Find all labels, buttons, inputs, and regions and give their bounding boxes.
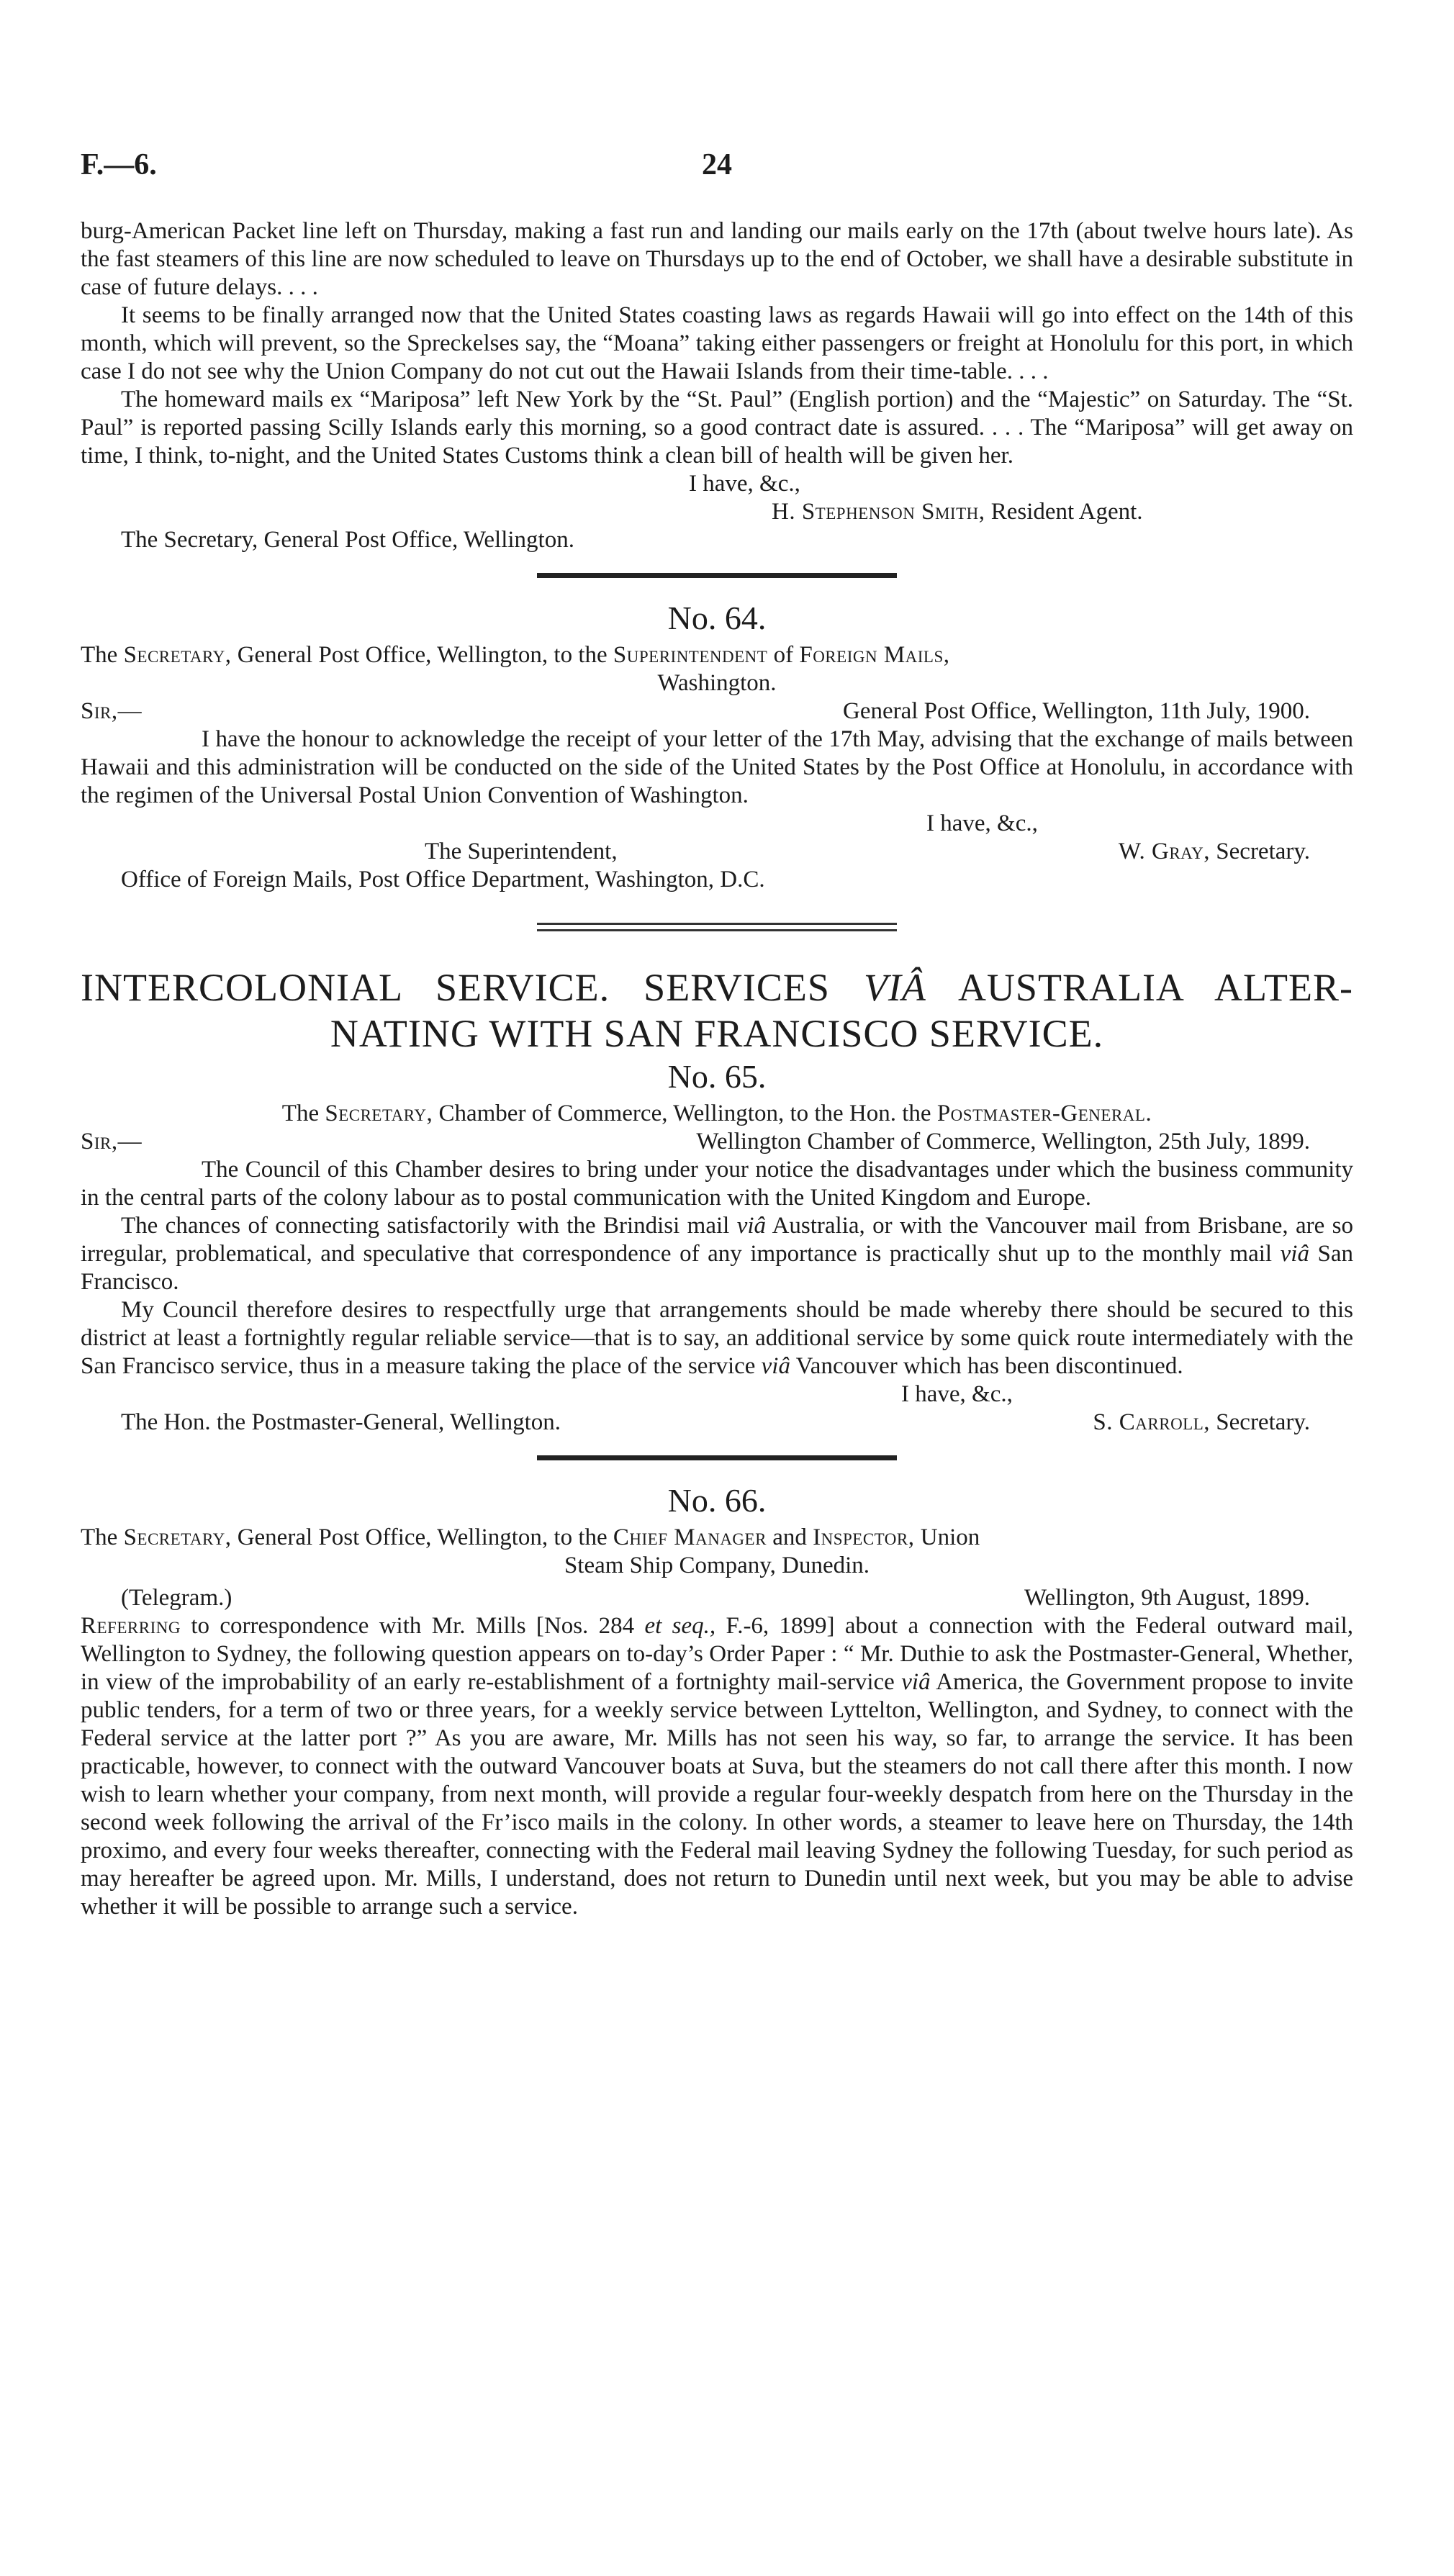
text-span: viâ: [901, 1669, 931, 1695]
text-span: My Council therefore desires to respectfully urge that arrangements should be made whereby there should be secured to this district at least a fortnightly regular reliable service—that is to say, an additional service by some quick route intermediately with the San Francisco service, thus in a measure taking the place of the service: [81, 1297, 1353, 1379]
paragraph: burg-American Packet line left on Thursday, making a fast run and landing our mails early on the 17th (about twelve hours late). As the fast steamers of this line are now scheduled to leave on Thursdays up to the end of October, we shall have a desirable substitute in case of future delays. . . .: [81, 218, 1353, 300]
text-span: Inspector,: [813, 1524, 915, 1550]
addressee: The Superintendent,: [425, 839, 618, 864]
letter-from-to: [81, 1524, 1353, 1552]
letter-heading: No. 66.: [667, 1482, 767, 1519]
text-span: F.-6, 1899] about a connection with the Federal outward mail, Wellington to Sydney, the following question appears on to-day’s Order Paper : “ Mr. Duthie to ask the Postmaster-General, Whether, in view of the improbability of an early re-establishment of a fortnighty mail-service: [81, 1613, 1353, 1695]
paragraph: The Council of this Chamber desires to bring under your notice the disadvantages under which the business community in the central parts of the colony labour as to postal communication with the United Kingdom and Europe.: [81, 1157, 1353, 1211]
salutation-line: [81, 1128, 1353, 1156]
paragraph: [81, 1612, 1353, 1921]
text-span: and: [766, 1524, 813, 1550]
signature: [1093, 1409, 1310, 1437]
text-span: Secretary,: [123, 1524, 232, 1550]
letter-from-to: [81, 1100, 1353, 1128]
telegram-label: (Telegram.): [121, 1585, 232, 1611]
text-span: General Post Office, Wellington, to the: [231, 1524, 613, 1550]
text-span: viâ: [1280, 1241, 1309, 1267]
signature: [1119, 838, 1310, 866]
signer-title: Resident Agent.: [990, 499, 1143, 525]
telegram-line: [81, 1584, 1353, 1612]
closing: I have, &c.,: [926, 810, 1038, 836]
text-span: Superintendent: [613, 642, 768, 668]
letter-continuation: [81, 217, 1353, 554]
dateline: Wellington Chamber of Commerce, Wellington, 25th July, 1899.: [696, 1129, 1310, 1154]
paragraph: [81, 1296, 1353, 1380]
text-span: General Post Office, Wellington, to the: [231, 642, 613, 668]
letter-no-65: [81, 1057, 1353, 1437]
signer-name: W. Gray,: [1118, 839, 1211, 864]
section-double-rule: [537, 923, 897, 931]
text-span: The: [281, 1101, 325, 1126]
text-span: Chief Manager: [613, 1524, 767, 1550]
letter-no-64: [81, 598, 1353, 894]
signer-title: Secretary.: [1216, 1409, 1310, 1435]
addressee: The Secretary, General Post Office, Wellington.: [121, 527, 574, 553]
text-span: San Francisco.: [81, 1241, 1354, 1295]
closing: I have, &c.,: [901, 1381, 1013, 1407]
section-heading: [81, 964, 1353, 1057]
signer-title: Secretary.: [1216, 839, 1310, 864]
section-title-line-1: [81, 964, 1353, 1011]
text-span: The chances of connecting satisfactorily with the Brindisi mail: [121, 1213, 737, 1239]
text-span: VIÂ: [863, 966, 926, 1009]
text-span: viâ: [761, 1353, 790, 1379]
signature-line: [81, 838, 1353, 866]
paragraph: I have the honour to acknowledge the receipt of your letter of the 17th May, advising that the exchange of mails between Hawaii and this administration will be conducted on the side of the United States by the Post Office at Honolulu, in accordance with the regimen of the Universal Postal Union Convention of Washington.: [81, 726, 1353, 808]
text-span: Vancouver which has been discontinued.: [790, 1353, 1183, 1379]
text-span: Australia, or with the Vancouver mail from Brisbane, are so irregular, problematical, and speculative that correspondence of any importance is practically shut up to the monthly mail: [81, 1213, 1354, 1267]
letter-heading: No. 64.: [667, 600, 767, 636]
salutation-line: [81, 697, 1353, 726]
paragraph: It seems to be finally arranged now that the United States coasting laws as regards Hawaii will go into effect on the 14th of this month, which will prevent, so the Spreckelses say, the “Moana” taking either passengers or freight at Honolulu for this port, in which case I do not see why the Union Company do not cut out the Hawaii Islands from their time-table. . . .: [81, 302, 1353, 384]
page-header: [81, 148, 1353, 185]
text-span: Secretary,: [123, 642, 232, 668]
dateline: Wellington, 9th August, 1899.: [1024, 1585, 1310, 1611]
closing: I have, &c.,: [689, 471, 800, 497]
signer-name: H. Stephenson Smith,: [772, 499, 985, 525]
paragraph: The homeward mails ex “Mariposa” left New York by the “St. Paul” (English portion) and the “Majestic” on Saturday. The “St. Paul” is reported passing Scilly Islands early this morning, so a good contract date is assured. . . . The “Mariposa” will get away on time, I think, to-night, and the United States Customs think a clean bill of health will be given her.: [81, 387, 1353, 469]
signer-name: S. Carroll,: [1093, 1409, 1211, 1435]
letter-from-to-cont: Washington.: [657, 670, 777, 696]
document-body: [81, 217, 1353, 1921]
text-span: Postmaster-General.: [936, 1101, 1152, 1126]
salutation: Sir,—: [81, 1129, 143, 1154]
text-span: et seq.,: [644, 1613, 716, 1639]
text-span: AUSTRALIA ALTER-: [926, 966, 1353, 1009]
text-span: The: [81, 1524, 124, 1550]
letter-no-66: [81, 1481, 1353, 1921]
text-span: INTERCOLONIAL SERVICE. SERVICES: [81, 966, 864, 1009]
letter-heading: No. 65.: [667, 1058, 767, 1095]
section-title-line-2: NATING WITH SAN FRANCISCO SERVICE.: [330, 1012, 1104, 1055]
page-reference: F.—6.: [81, 148, 157, 181]
letter-from-to: [81, 641, 1353, 669]
text-span: The: [81, 642, 124, 668]
text-span: of: [767, 642, 800, 668]
addressee: The Hon. the Postmaster-General, Wellington.: [121, 1409, 561, 1435]
section-rule: [537, 573, 897, 578]
letter-from-to-cont: Steam Ship Company, Dunedin.: [564, 1553, 870, 1578]
signature-line: [81, 1409, 1353, 1437]
text-span: Referring: [81, 1613, 181, 1639]
paragraph: [81, 1212, 1353, 1296]
dateline: General Post Office, Wellington, 11th July, 1900.: [842, 698, 1310, 724]
page-number: 24: [702, 148, 732, 181]
text-span: Secretary,: [325, 1101, 433, 1126]
text-span: to correspondence with Mr. Mills [Nos. 284: [180, 1613, 645, 1639]
text-span: viâ: [736, 1213, 767, 1239]
text-span: Chamber of Commerce, Wellington, to the Hon. the: [433, 1101, 937, 1126]
addressee: Office of Foreign Mails, Post Office Department, Washington, D.C.: [121, 867, 765, 892]
text-span: Foreign Mails,: [799, 642, 950, 668]
signature: [81, 498, 1353, 526]
text-span: America, the Government propose to invite public tenders, for a term of two or three years, for a weekly service between Lyttelton, Wellington, and Sydney, to connect with the Federal service at the latter port ?” As you are aware, Mr. Mills has not seen his way, so far, to arrange the service. It has been practicable, however, to connect with the outward Vancouver boats at Suva, but the steamers do not call there after this month. I now wish to learn whether your company, from next month, will provide a regular four-weekly despatch from here on the Thursday in the second week following the arrival of the Fr’isco mails in the colony. In other words, a steamer to leave here on Thursday, the 14th proximo, and every four weeks thereafter, connecting with the Federal mail leaving Sydney the following Tuesday, for such period as may hereafter be agreed upon. Mr. Mills, I understand, does not return to Dunedin until next week, but you may be able to advise whether it will be possible to arrange such a service.: [81, 1669, 1353, 1920]
salutation: Sir,—: [81, 698, 143, 724]
section-rule: [537, 1455, 897, 1460]
text-span: Union: [914, 1524, 980, 1550]
